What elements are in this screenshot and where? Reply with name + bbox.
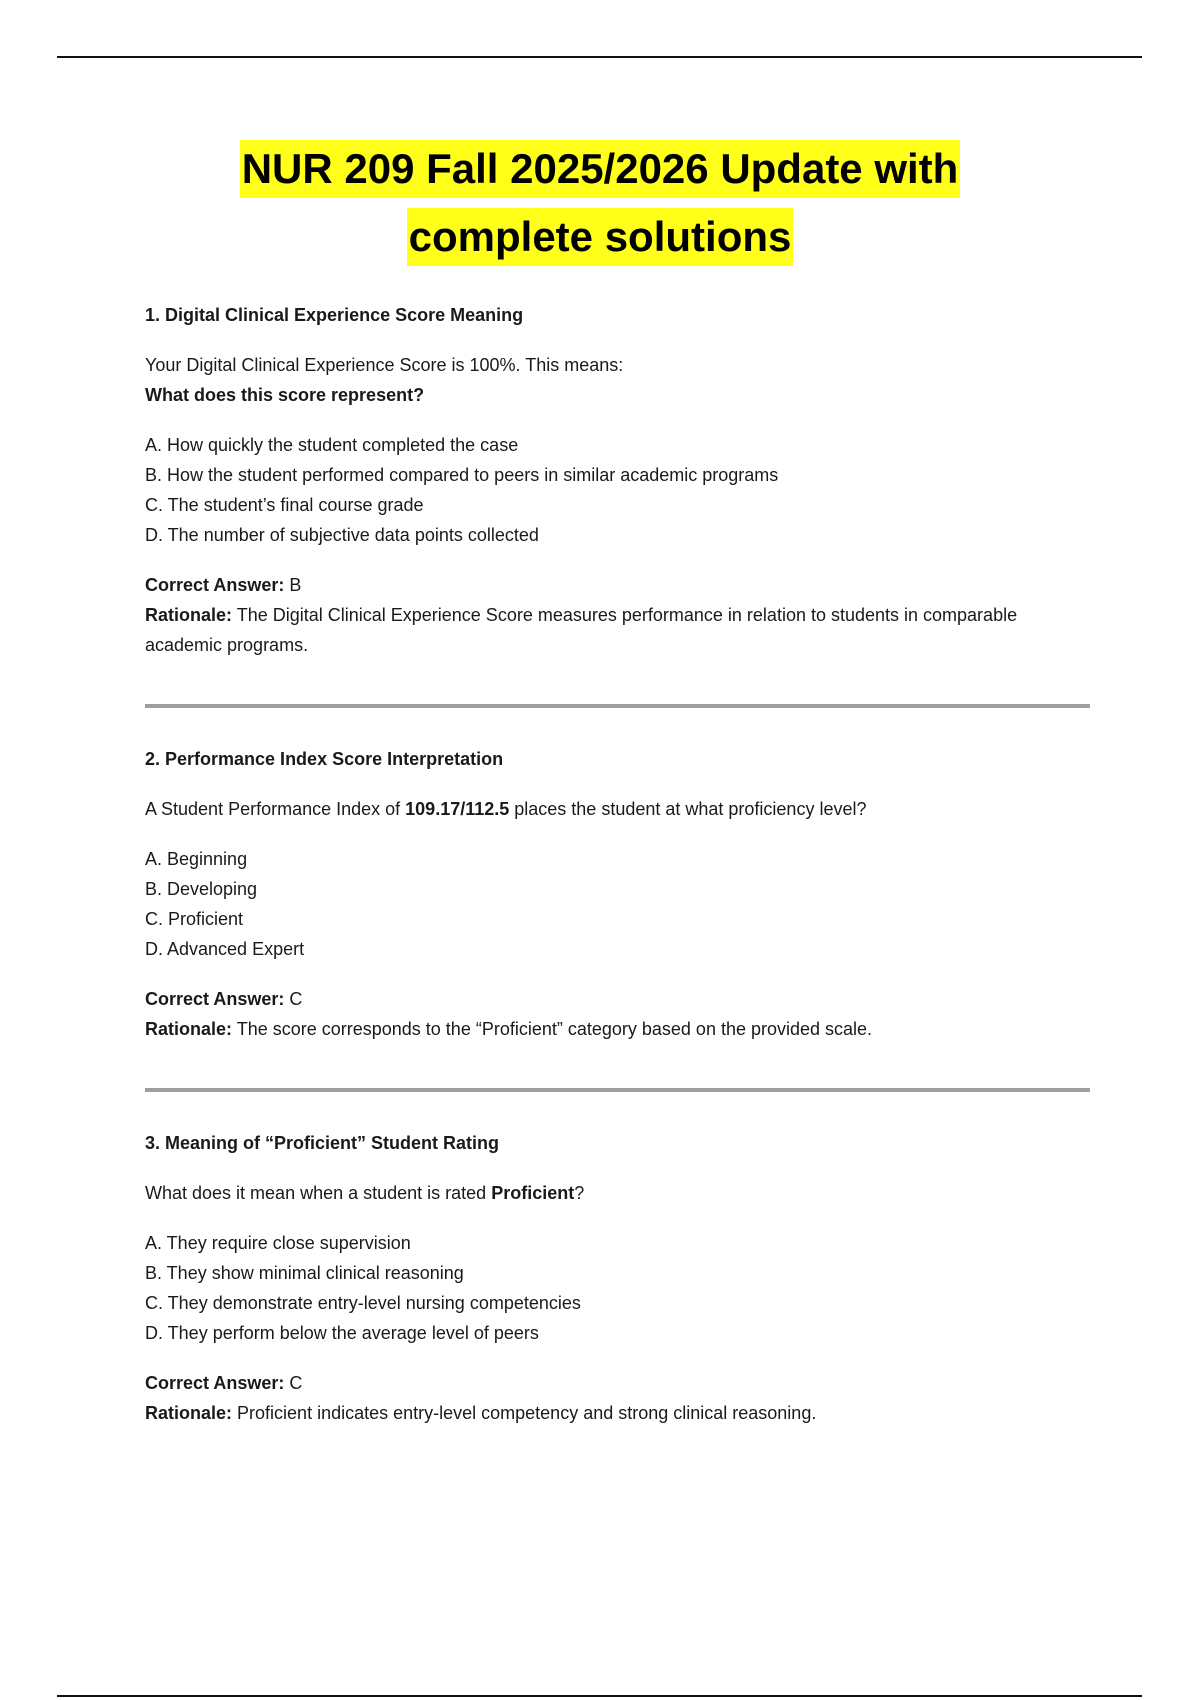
correct-answer-label: Correct Answer: [145,1373,285,1393]
option-c: C. Proficient [145,909,244,929]
question-stem [145,794,1090,824]
title-line-1: NUR 209 Fall 2025/2026 Update with [240,140,961,198]
question-heading: 3. Meaning of “Proficient” Student Rating [145,1133,500,1153]
rationale [145,1014,1090,1044]
correct-answer-label: Correct Answer: [145,989,285,1009]
correct-answer [145,570,1090,600]
question-stem: Your Digital Clinical Experience Score is 100%. This means: [145,355,624,375]
rationale-label: Rationale: [145,1403,233,1423]
rationale-label: Rationale: [145,1019,233,1039]
title-line-2: complete solutions [407,208,794,266]
question-heading: 2. Performance Index Score Interpretation [145,749,504,769]
option-a: A. They require close supervision [145,1233,411,1253]
answer-options [145,1228,1090,1348]
answer-options [145,844,1090,964]
page-top-rule [57,56,1142,58]
rationale [145,1398,1090,1428]
option-b: B. Developing [145,879,258,899]
rationale-text: The Digital Clinical Experience Score measures performance in relation to students in comparable academic programs. [145,605,1018,655]
rationale-label: Rationale: [145,605,233,625]
question-3 [145,1128,1090,1428]
question-2 [145,744,1090,1044]
answer-options [145,430,1090,550]
option-b: B. How the student performed compared to peers in similar academic programs [145,465,779,485]
stem-rating: Proficient [491,1183,575,1203]
option-d: D. They perform below the average level of peers [145,1323,539,1343]
option-d: D. Advanced Expert [145,939,305,959]
document-title [0,140,1200,276]
stem-text-post: places the student at what proficiency level? [509,799,867,819]
question-prompt: What does this score represent? [145,385,425,405]
stem-text-pre: A Student Performance Index of [145,799,406,819]
option-c: C. The student’s final course grade [145,495,424,515]
stem-text-pre: What does it mean when a student is rated [145,1183,492,1203]
question-1 [145,300,1090,660]
correct-answer-value: B [289,575,302,595]
correct-answer [145,984,1090,1014]
question-list [145,300,1090,1428]
rationale [145,600,1090,660]
section-divider [145,704,1090,708]
correct-answer-value: C [289,989,303,1009]
option-b: B. They show minimal clinical reasoning [145,1263,464,1283]
correct-answer-label: Correct Answer: [145,575,285,595]
correct-answer [145,1368,1090,1398]
option-a: A. How quickly the student completed the case [145,435,519,455]
section-divider [145,1088,1090,1092]
page-bottom-rule [57,1695,1142,1697]
rationale-text: Proficient indicates entry-level competency and strong clinical reasoning. [237,1403,817,1423]
option-c: C. They demonstrate entry-level nursing competencies [145,1293,581,1313]
option-d: D. The number of subjective data points collected [145,525,539,545]
question-heading: 1. Digital Clinical Experience Score Meaning [145,305,524,325]
option-a: A. Beginning [145,849,248,869]
question-stem [145,1178,1090,1208]
rationale-text: The score corresponds to the “Proficient” category based on the provided scale. [236,1019,873,1039]
stem-text-post: ? [574,1183,585,1203]
stem-score: 109.17/112.5 [405,799,510,819]
correct-answer-value: C [289,1373,303,1393]
